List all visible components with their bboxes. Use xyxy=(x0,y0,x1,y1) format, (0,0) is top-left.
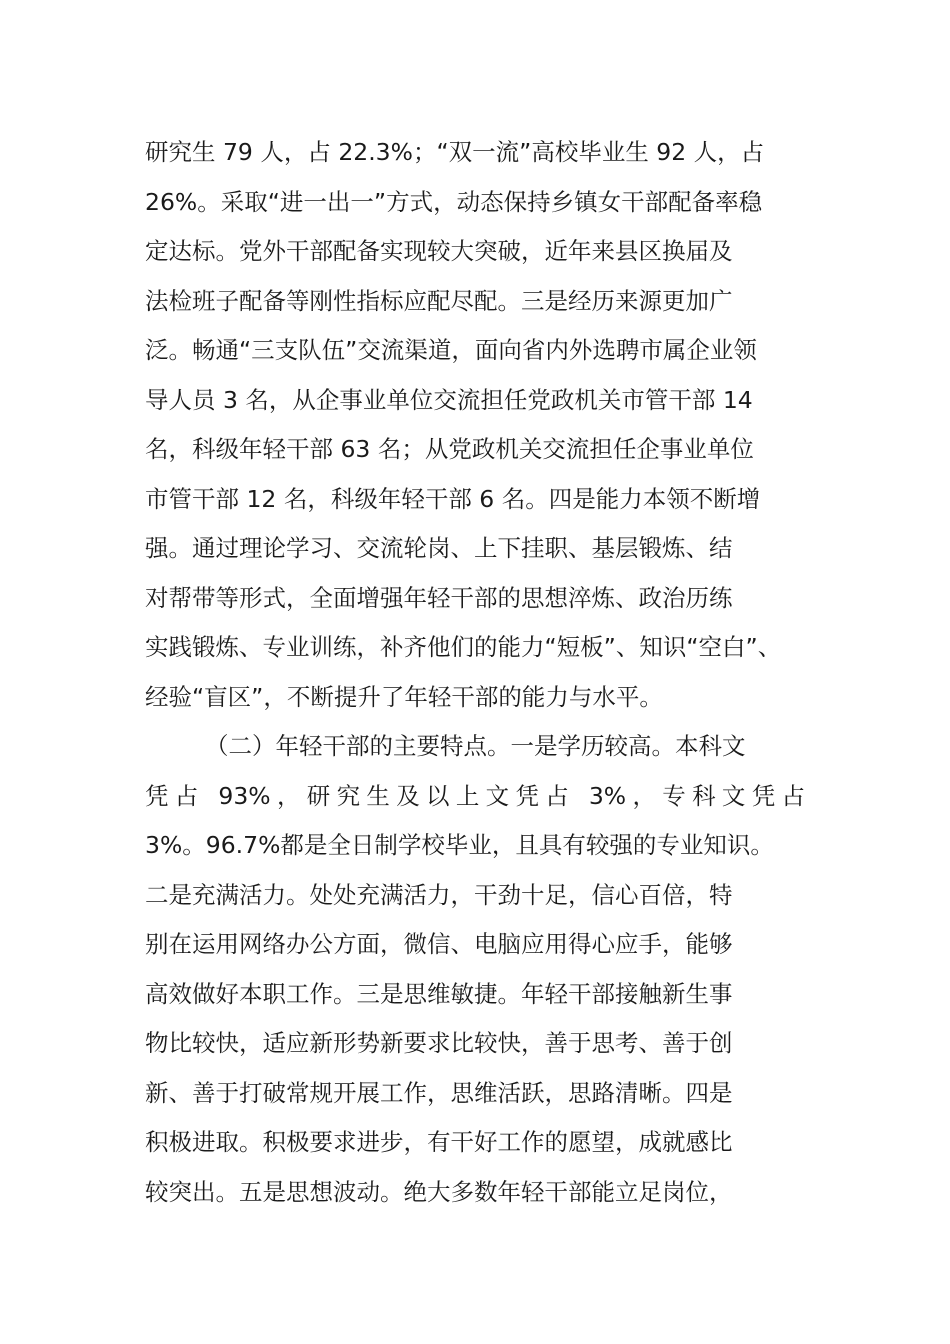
text-line: 26%。采取“进一出一”方式，动态保持乡镇女干部配备率稳 xyxy=(145,187,763,216)
text-line: 研究生 79 人，占 22.3%；“双一流”高校毕业生 92 人，占 xyxy=(145,138,765,166)
text-line: 经验“盲区”，不断提升了年轻干部的能力与水平。 xyxy=(145,682,663,711)
text-line: 名，科级年轻干部 63 名；从党政机关交流担任企事业单位 xyxy=(145,435,754,463)
text-line: 对帮带等形式，全面增强年轻干部的思想淬炼、政治历练 xyxy=(145,583,733,612)
text-line: 二是充满活力。处处充满活力，干劲十足，信心百倍，特 xyxy=(145,880,733,909)
text-line: 凭占 93%，研究生及以上文凭占 3%，专科文凭占 xyxy=(145,781,805,810)
text-line: 较突出。五是思想波动。绝大多数年轻干部能立足岗位， xyxy=(145,1177,733,1206)
text-line: 高效做好本职工作。三是思维敏捷。年轻干部接触新生事 xyxy=(145,979,733,1008)
text-line: 泛。畅通“三支队伍”交流渠道，面向省内外选聘市属企业领 xyxy=(145,336,757,364)
paragraph-start-line: （二）年轻干部的主要特点。一是学历较高。本科文 xyxy=(205,732,746,760)
text-line: 强。通过理论学习、交流轮岗、上下挂职、基层锻炼、结 xyxy=(145,534,733,562)
text-line: 实践锻炼、专业训练，补齐他们的能力“短板”、知识“空白”、 xyxy=(145,633,782,661)
text-line: 市管干部 12 名，科级年轻干部 6 名。四是能力本领不断增 xyxy=(145,484,761,513)
text-line: 新、善于打破常规开展工作，思维活跃，思路清晰。四是 xyxy=(145,1078,733,1107)
text-line: 3%。96.7%都是全日制学校毕业，且具有较强的专业知识。 xyxy=(145,831,774,859)
text-line: 定达标。党外干部配备实现较大突破，近年来县区换届及 xyxy=(145,237,733,265)
text-line: 法检班子配备等刚性指标应配尽配。三是经历来源更加广 xyxy=(145,286,733,315)
text-line: 积极进取。积极要求进步，有干好工作的愿望，成就感比 xyxy=(145,1128,733,1156)
text-line: 别在运用网络办公方面，微信、电脑应用得心应手，能够 xyxy=(145,930,733,958)
text-line: 物比较快，适应新形势新要求比较快，善于思考、善于创 xyxy=(145,1029,733,1057)
text-line: 导人员 3 名，从企事业单位交流担任党政机关市管干部 14 xyxy=(145,385,753,414)
body-text xyxy=(145,128,845,1217)
